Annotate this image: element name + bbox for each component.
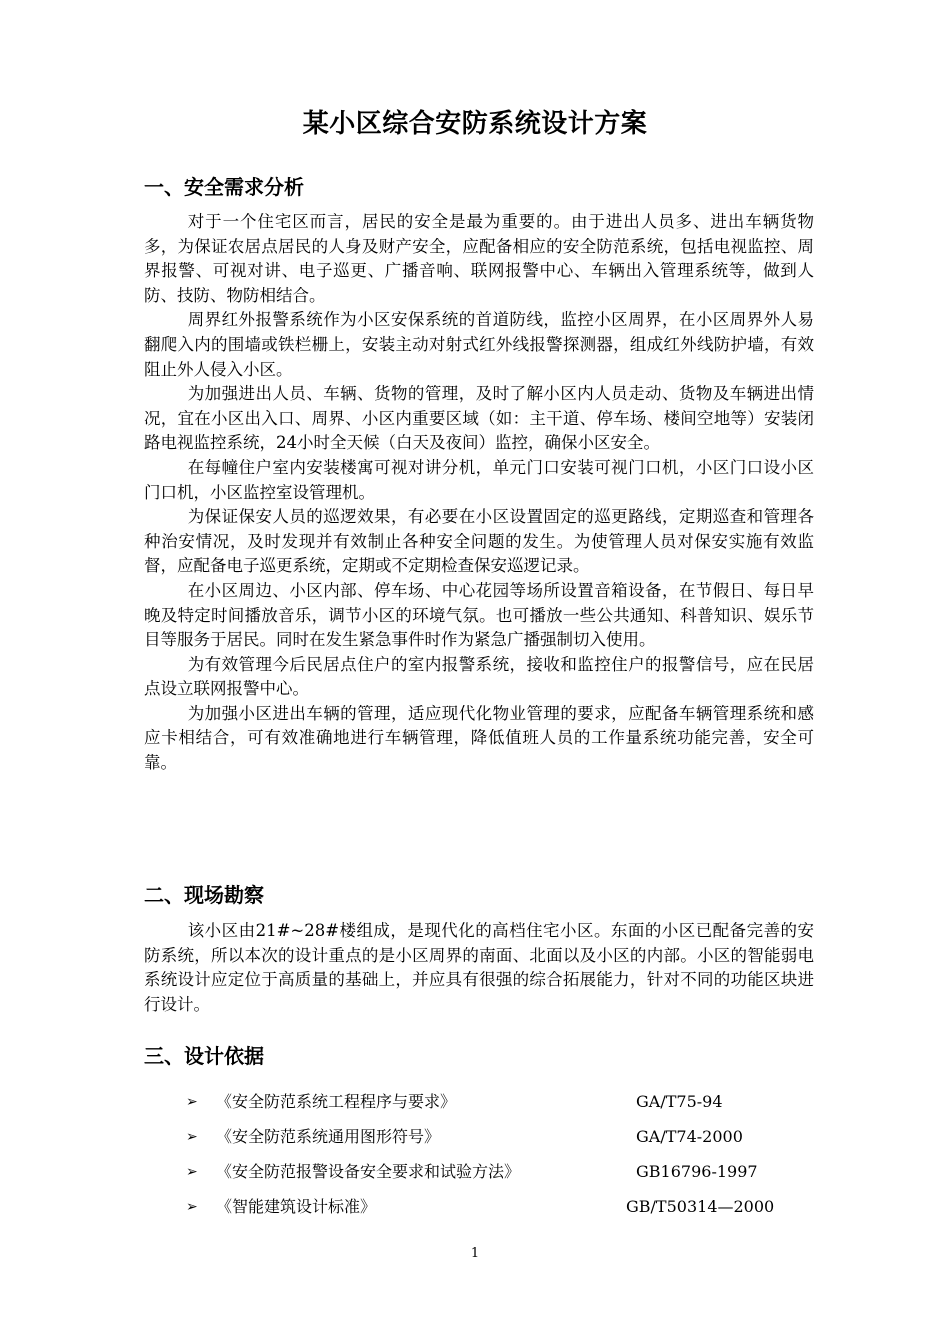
paragraph: 周界红外报警系统作为小区安保系统的首道防线，监控小区周界，在小区周界外人易翻爬入内的围墙或铁栏栅上，安装主动对射式红外线报警探测器，组成红外线防护墙，有效阻止外人侵入小区。 <box>144 310 814 379</box>
section-heading-requirements: 一、安全需求分析 <box>144 175 304 199</box>
list-item <box>186 1088 806 1123</box>
reference-list <box>186 1088 806 1228</box>
arrow-bullet-icon: ➢ <box>186 1129 198 1145</box>
paragraph: 为有效管理今后民居点住户的室内报警系统，接收和监控住户的报警信号，应在民居点设立联网报警中心。 <box>144 654 814 699</box>
reference-name: 《安全防范系统工程程序与要求》 <box>216 1092 457 1111</box>
paragraph: 为保证保安人员的巡逻效果，有必要在小区设置固定的巡更路线，定期巡查和管理各种治安情况，及时发现并有效制止各种安全问题的发生。为使管理人员对保安实施有效监督，应配备电子巡更系统，定期或不定期检查保安巡逻记录。 <box>144 507 814 576</box>
arrow-bullet-icon: ➢ <box>186 1164 198 1180</box>
reference-code: GA/T74-2000 <box>636 1127 743 1146</box>
paragraph: 为加强进出人员、车辆、货物的管理，及时了解小区内人员走动、货物及车辆进出情况，宜在小区出入口、周界、小区内重要区域（如：主干道、停车场、楼间空地等）安装闭路电视监控系统，24小时全天候（白天及夜间）监控，确保小区安全。 <box>144 384 814 453</box>
reference-name: 《安全防范系统通用图形符号》 <box>216 1127 441 1146</box>
reference-code: GB/T50314—2000 <box>626 1197 775 1216</box>
document-title: 某小区综合安防系统设计方案 <box>302 109 648 139</box>
reference-code: GA/T75-94 <box>636 1092 723 1111</box>
list-item <box>186 1158 806 1193</box>
section-heading-design-basis: 三、设计依据 <box>144 1044 264 1068</box>
section-body-requirements <box>144 210 814 776</box>
arrow-bullet-icon: ➢ <box>186 1199 198 1215</box>
reference-code: GB16796-1997 <box>636 1162 758 1181</box>
list-item <box>186 1193 806 1228</box>
reference-name: 《智能建筑设计标准》 <box>216 1197 377 1216</box>
paragraph: 该小区由21#~28#楼组成，是现代化的高档住宅小区。东面的小区已配备完善的安防系统，所以本次的设计重点的是小区周界的南面、北面以及小区的内部。小区的智能弱电系统设计应定位于高质量的基础上，并应具有很强的综合拓展能力，针对不同的功能区块进行设计。 <box>144 921 814 1014</box>
page-number: 1 <box>470 1246 480 1261</box>
section-heading-site-survey: 二、现场勘察 <box>144 883 264 907</box>
reference-name: 《安全防范报警设备安全要求和试验方法》 <box>216 1162 521 1181</box>
paragraph: 为加强小区进出车辆的管理，适应现代化物业管理的要求，应配备车辆管理系统和感应卡相结合，可有效准确地进行车辆管理，降低值班人员的工作量系统功能完善，安全可靠。 <box>144 703 814 773</box>
section-body-site-survey <box>144 919 814 1017</box>
list-item <box>186 1123 806 1158</box>
paragraph: 在小区周边、小区内部、停车场、中心花园等场所设置音箱设备，在节假日、每日早晚及特定时间播放音乐，调节小区的环境气氛。也可播放一些公共通知、科普知识、娱乐节目等服务于居民。同时在发生紧急事件时作为紧急广播强制切入使用。 <box>144 580 814 650</box>
paragraph: 对于一个住宅区而言，居民的安全是最为重要的。由于进出人员多、进出车辆货物多，为保证农居点居民的人身及财产安全，应配备相应的安全防范系统，包括电视监控、周界报警、可视对讲、电子巡更、广播音响、联网报警中心、车辆出入管理系统等，做到人防、技防、物防相结合。 <box>144 212 814 305</box>
paragraph: 在每幢住户室内安装楼寓可视对讲分机，单元门口安装可视门口机，小区门口设小区门口机，小区监控室设管理机。 <box>144 457 814 502</box>
arrow-bullet-icon: ➢ <box>186 1094 198 1110</box>
